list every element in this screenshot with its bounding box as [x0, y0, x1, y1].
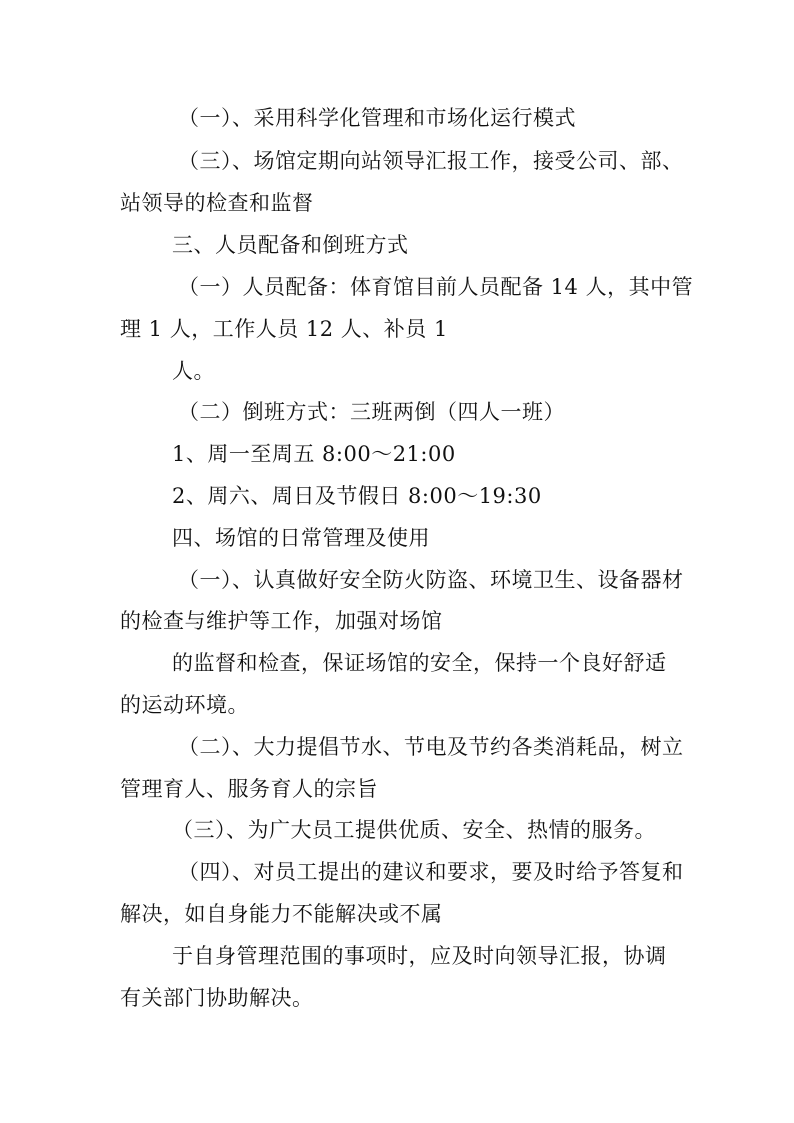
- text-line: 站领导的检查和监督: [120, 191, 314, 215]
- text-line: （一）、认真做好安全防火防盗、环境卫生、设备器材: [178, 568, 684, 592]
- text-line: （三）、为广大员工提供优质、安全、热情的服务。: [172, 818, 656, 842]
- text-line: （三）、场馆定期向站领导汇报工作，接受公司、部、: [178, 149, 684, 173]
- text-line: 解决，如自身能力不能解决或不属: [120, 902, 443, 926]
- section-heading: 三、人员配备和倒班方式: [172, 233, 409, 257]
- text-line: （二）、大力提倡节水、节电及节约各类消耗品，树立: [178, 735, 684, 759]
- text-line: （一）人员配备：体育馆目前人员配备 14 人，其中管: [178, 275, 694, 299]
- text-line: （二）倒班方式：三班两倒（四人一班）: [178, 400, 565, 424]
- text-line: 1、周一至周五 8:00～21:00: [172, 442, 456, 466]
- text-line: 的运动环境。: [120, 693, 249, 717]
- text-line: 管理育人、服务育人的宗旨: [120, 777, 378, 801]
- section-heading: 四、场馆的日常管理及使用: [172, 526, 430, 550]
- text-line: 的监督和检查，保证场馆的安全，保持一个良好舒适: [172, 651, 667, 675]
- text-line: 的检查与维护等工作，加强对场馆: [120, 609, 443, 633]
- text-line: 人。: [172, 359, 215, 383]
- text-line: 有关部门协助解决。: [120, 986, 314, 1010]
- text-line: （四）、对员工提出的建议和要求，要及时给予答复和: [178, 860, 684, 884]
- text-line: （一）、采用科学化管理和市场化运行模式: [178, 106, 576, 130]
- text-line: 理 1 人，工作人员 12 人、补员 1: [120, 317, 448, 341]
- text-line: 2、周六、周日及节假日 8:00～19:30: [172, 484, 542, 508]
- text-line: 于自身管理范围的事项时，应及时向领导汇报，协调: [172, 944, 667, 968]
